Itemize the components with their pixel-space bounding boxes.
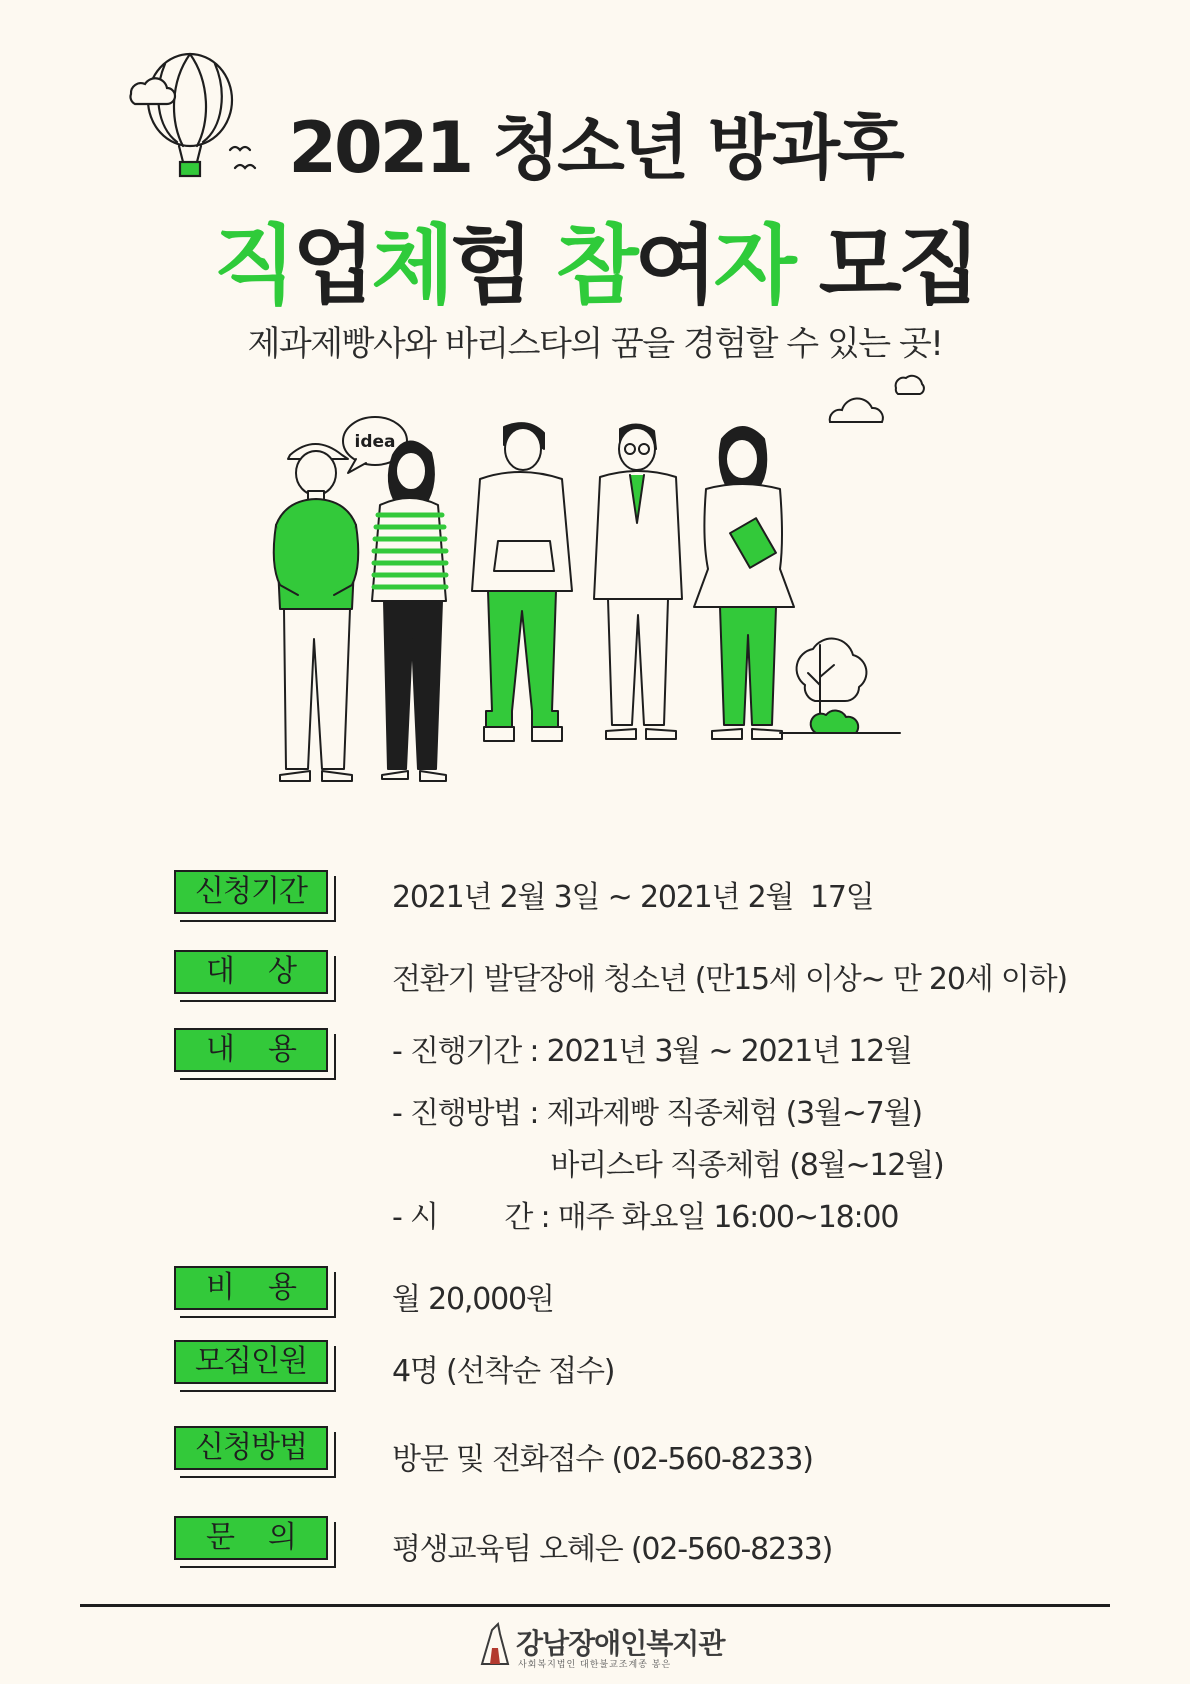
tree-icon <box>780 639 900 733</box>
headline-segment: 험 <box>450 216 556 316</box>
value-content-line-3: 바리스타 직종체험 (8월~12월) <box>392 1148 944 1183</box>
org-subtitle: 사회복지법인 대한불교조계종 봉은 <box>518 1660 672 1670</box>
footer-divider <box>80 1604 1110 1607</box>
value-application-method: 방문 및 전화접수 (02-560-8233) <box>392 1442 813 1477</box>
logo-icon <box>478 1622 512 1666</box>
label-fee: 비 용 <box>174 1266 328 1310</box>
label-application-method: 신청방법 <box>174 1426 328 1470</box>
label-content: 내 용 <box>174 1028 328 1072</box>
person-5 <box>694 427 794 739</box>
speech-bubble-text: idea <box>354 432 396 452</box>
page-subtitle: 제과제빵사와 바리스타의 꿈을 경험할 수 있는 곳! <box>247 324 943 364</box>
person-2 <box>372 441 446 781</box>
page-title: 2021 청소년 방과후 <box>288 107 902 189</box>
label-application-period: 신청기간 <box>174 870 328 914</box>
page-headline <box>0 196 1190 320</box>
person-4 <box>594 424 682 739</box>
label-recruit-count: 모집인원 <box>174 1340 328 1384</box>
headline-segment: 체 <box>371 216 451 316</box>
headline-segment: 업 <box>292 216 372 316</box>
value-recruit-count: 4명 (선착순 접수) <box>392 1354 615 1389</box>
headline-segment: 자 <box>713 216 793 316</box>
label-inquiry: 문 의 <box>174 1516 328 1560</box>
value-application-period: 2021년 2월 3일 ~ 2021년 2월 17일 <box>392 880 874 915</box>
headline-segment: 참 <box>555 216 635 316</box>
headline-segment: 직 <box>213 216 293 316</box>
org-name: 강남장애인복지관 <box>516 1627 725 1660</box>
label-target: 대 상 <box>174 950 328 994</box>
headline-segment: 여 <box>634 216 714 316</box>
value-inquiry: 평생교육팀 오혜은 (02-560-8233) <box>392 1532 833 1567</box>
value-content-line-1: - 진행기간 : 2021년 3월 ~ 2021년 12월 <box>392 1034 912 1069</box>
value-fee: 월 20,000원 <box>392 1282 554 1317</box>
person-3 <box>472 423 572 741</box>
people-illustration <box>260 415 910 810</box>
value-content-line-4: - 시 간 : 매주 화요일 16:00~18:00 <box>392 1200 899 1235</box>
person-1 <box>274 444 359 781</box>
value-content-line-2: - 진행방법 : 제과제빵 직종체험 (3월~7월) <box>392 1096 922 1131</box>
headline-segment: 모집 <box>792 216 977 316</box>
value-target: 전환기 발달장애 청소년 (만15세 이상~ 만 20세 이하) <box>392 962 1067 997</box>
